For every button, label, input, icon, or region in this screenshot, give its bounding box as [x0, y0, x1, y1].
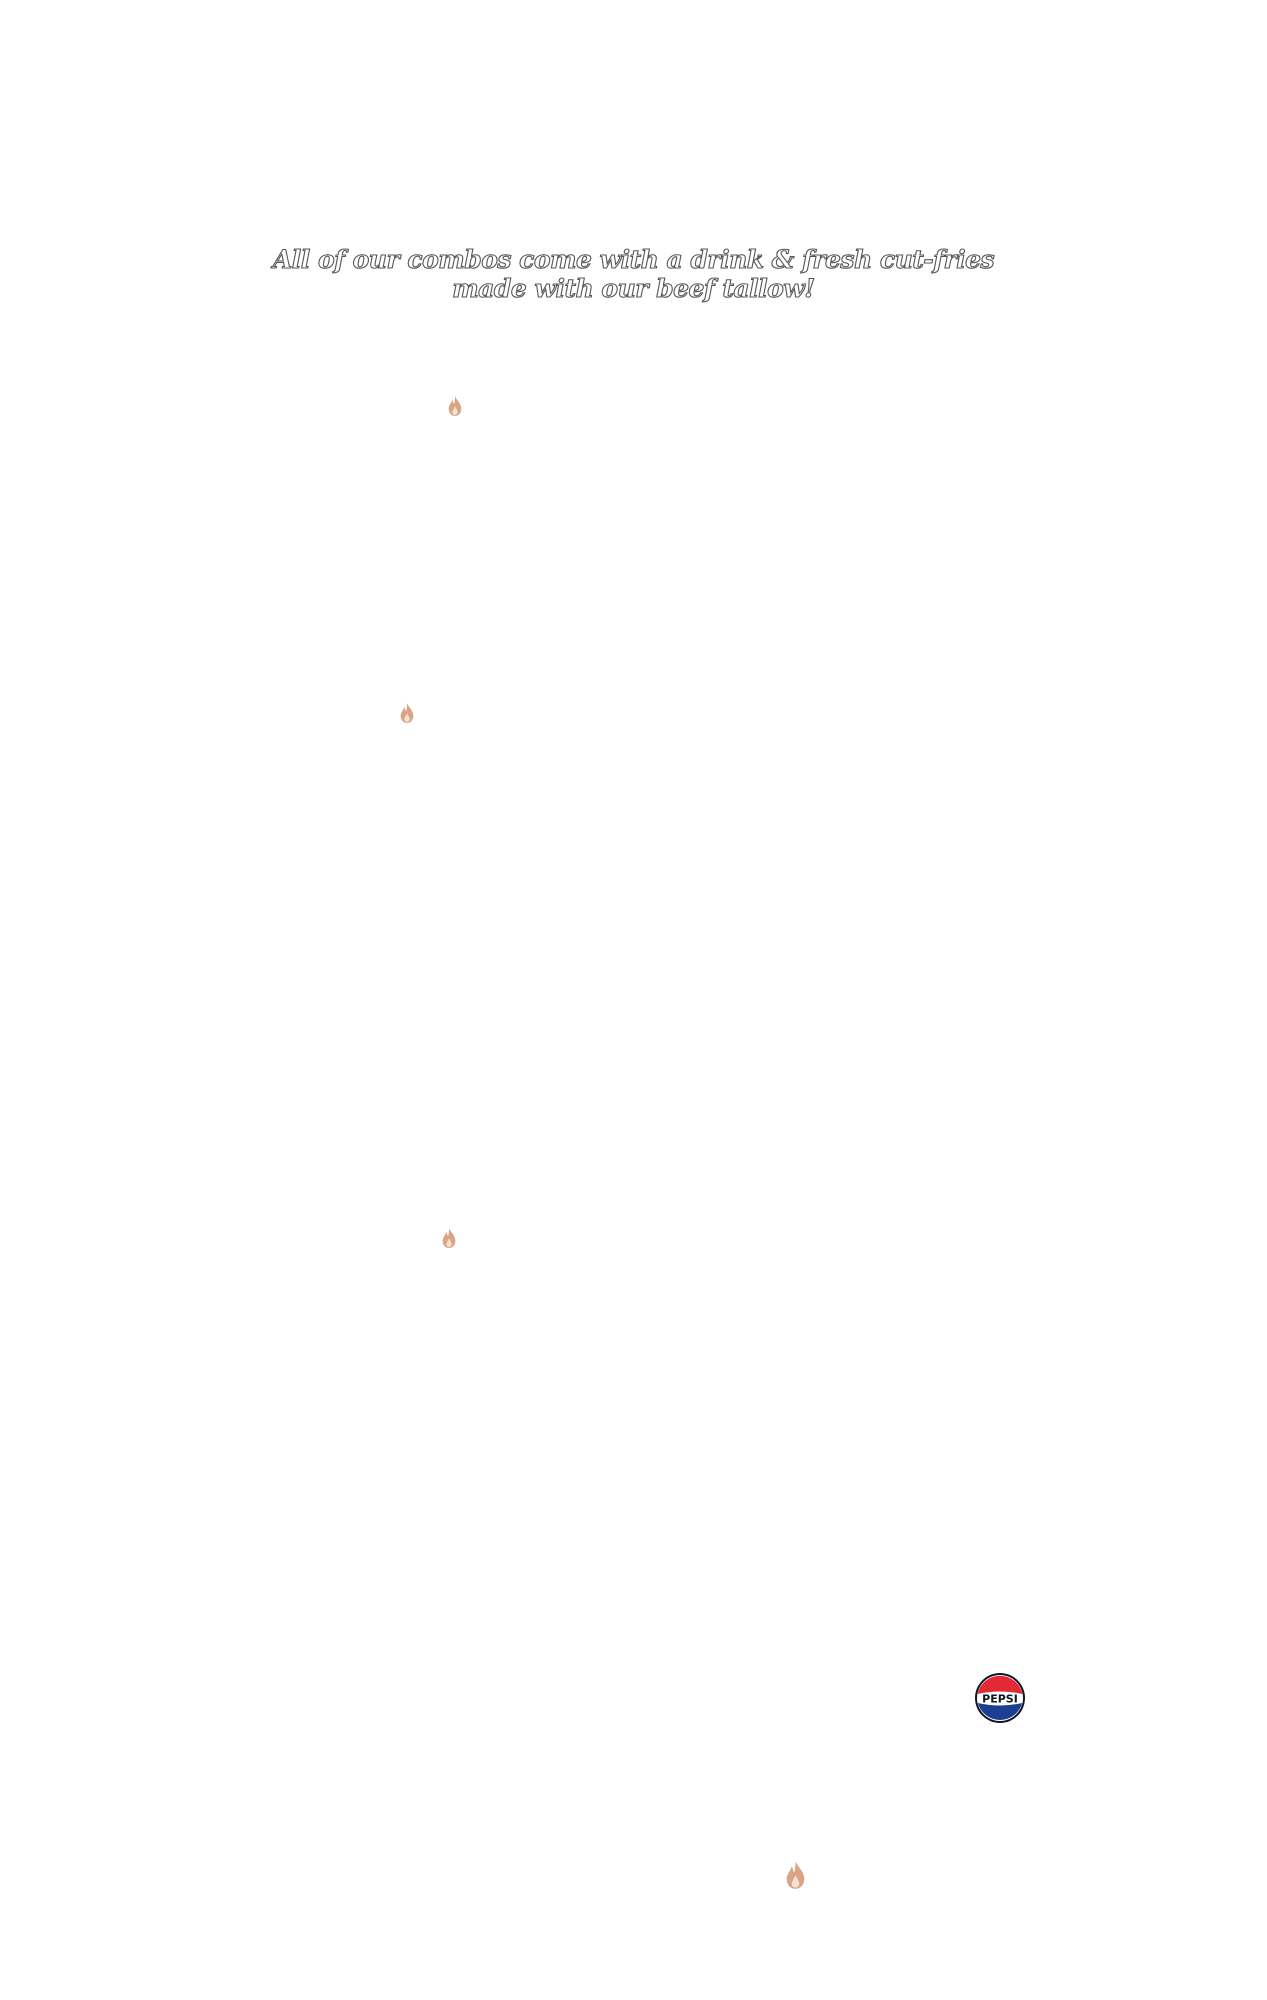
pepsi-logo-text: PEPSI [982, 1692, 1018, 1706]
flame-icon [440, 1227, 458, 1249]
combo-promo-line-2: made with our beef tallow! [452, 274, 815, 303]
flame-icon [398, 702, 416, 724]
flame-icon [446, 395, 464, 417]
combo-promo-headline [0, 245, 1267, 303]
pepsi-logo-icon [974, 1672, 1026, 1724]
combo-promo-line-1: All of our combos come with a drink & fresh cut-fries [272, 245, 995, 274]
flame-icon [783, 1860, 808, 1890]
